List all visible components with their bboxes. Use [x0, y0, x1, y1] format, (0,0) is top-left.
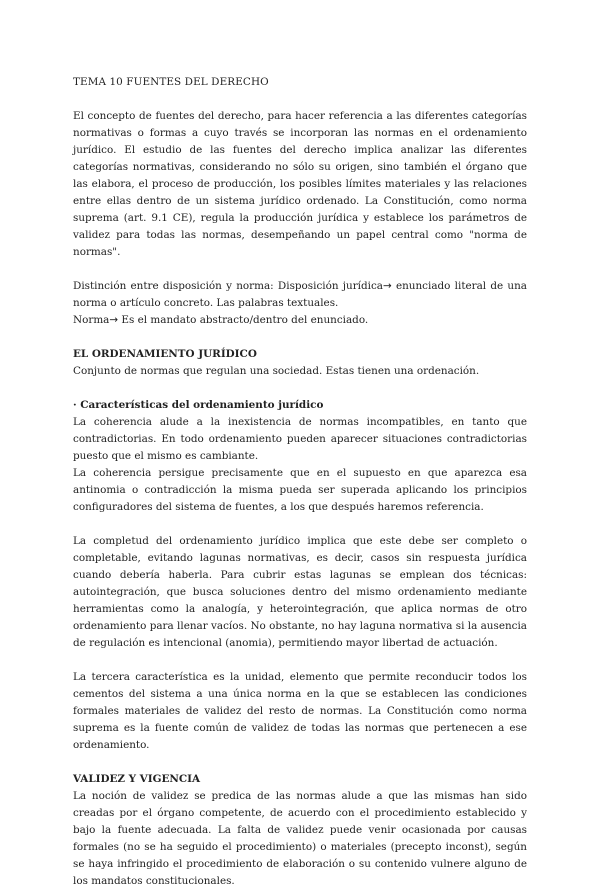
- distincion-paragraph: [73, 278, 527, 312]
- norma-paragraph: [73, 312, 527, 329]
- ordenamiento-definition: Conjunto de normas que regulan una sociedad. Estas tienen una ordenación.: [73, 365, 480, 377]
- coherencia-paragraph-1: La coherencia alude a la inexistencia de normas incompatibles, en tanto que contradictorias. En todo ordenamiento pueden aparecer situaciones contradictorias puesto que el mismo es cambiante.: [73, 416, 527, 462]
- coherencia-paragraph-2: La coherencia persigue precisamente que en el supuesto en que aparezca esa antinomia o contradicción la misma pueda ser superada aplicando los principios configuradores del sistema de fuentes, a los que después haremos referencia.: [73, 467, 527, 513]
- validez-paragraph: La noción de validez se predica de las normas alude a que las mismas han sido creadas por el órgano competente, de acuerdo con el procedimiento establecido y bajo la fuente adecuada. La falta de validez puede venir ocasionada por causas formales (no se ha seguido el procedimiento) o materiales (precepto inconst), según se haya infringido el procedimiento de elaboración o su contenido vulnere alguno de los mandatos constitucionales.: [73, 790, 527, 887]
- section-heading-ordenamiento: EL ORDENAMIENTO JURÍDICO: [73, 348, 257, 360]
- distincion-text-b: enunciado literal de una norma o artículo concreto. Las palabras textuales.: [73, 280, 527, 309]
- completud-paragraph: La completud del ordenamiento jurídico implica que este debe ser completo o completable, evitando lagunas normativas, es decir, casos sin respuesta jurídica cuando debería haberla. Para cubrir estas lagunas se emplean dos técnicas: autointegración, que busca soluciones dentro del mismo ordenamiento mediante herramientas como la analogía, y heterointegración, que aplica normas de otro ordenamiento para llenar vacíos. No obstante, no hay laguna normativa si la ausencia de regulación es intencional (anomia), permitiendo mayor libertad de actuación.: [73, 535, 527, 649]
- section-heading-validez: VALIDEZ Y VIGENCIA: [73, 773, 201, 785]
- arrow-icon: →: [383, 280, 392, 292]
- unidad-paragraph: La tercera característica es la unidad, elemento que permite reconducir todos los cementos del sistema a una única norma en la que se establecen las condiciones formales materiales de validez del resto de normas. La Constitución como norma suprema es la fuente común de validez de todas las normas que pertenecen a ese ordenamiento.: [73, 671, 527, 751]
- document-title: TEMA 10 FUENTES DEL DERECHO: [73, 76, 269, 88]
- norma-text: Es el mandato abstracto/dentro del enunciado.: [118, 314, 369, 326]
- distincion-text-a: Distinción entre disposición y norma: Disposición jurídica: [73, 280, 383, 292]
- intro-paragraph: El concepto de fuentes del derecho, para hacer referencia a las diferentes categorías normativas o formas a cuyo través se incorporan las normas en el ordenamiento jurídico. El estudio de las fuentes del derecho implica analizar las diferentes categorías normativas, considerando no sólo su origen, sino también el órgano que las elabora, el proceso de producción, los posibles límites materiales y las relaciones entre ellas dentro de un sistema jurídico ordenado. La Constitución, como norma suprema (art. 9.1 CE), regula la producción jurídica y establece los parámetros de validez para todas las normas, desempeñando un papel central como "norma de normas".: [73, 110, 527, 258]
- norma-label: Norma: [73, 314, 110, 326]
- subsection-heading-caracteristicas: · Características del ordenamiento jurídico: [73, 399, 324, 411]
- arrow-icon: →: [109, 314, 119, 326]
